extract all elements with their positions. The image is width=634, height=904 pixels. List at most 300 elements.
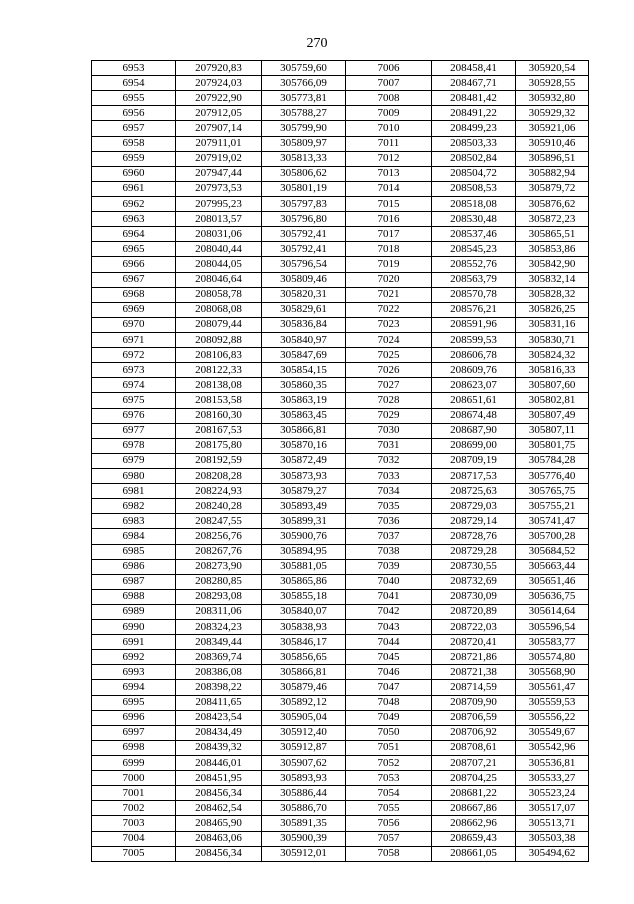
x-coordinate-cell: 208609,76 — [432, 363, 516, 378]
table-row — [92, 846, 589, 861]
point-number-cell: 6988 — [92, 589, 176, 604]
point-number-cell: 7007 — [346, 76, 432, 91]
y-coordinate-cell: 305802,81 — [516, 393, 589, 408]
point-number-cell: 7047 — [346, 680, 432, 695]
x-coordinate-cell: 208722,03 — [432, 620, 516, 635]
table-row — [92, 181, 589, 196]
point-number-cell: 7002 — [92, 801, 176, 816]
point-number-cell: 6975 — [92, 393, 176, 408]
x-coordinate-cell: 207922,90 — [176, 91, 262, 106]
x-coordinate-cell: 208439,32 — [176, 740, 262, 755]
point-number-cell: 6976 — [92, 408, 176, 423]
point-number-cell: 6994 — [92, 680, 176, 695]
x-coordinate-cell: 208224,93 — [176, 484, 262, 499]
point-number-cell: 6969 — [92, 302, 176, 317]
x-coordinate-cell: 208079,44 — [176, 317, 262, 332]
point-number-cell: 6987 — [92, 574, 176, 589]
point-number-cell: 7037 — [346, 529, 432, 544]
point-number-cell: 6953 — [92, 61, 176, 76]
point-number-cell: 6970 — [92, 317, 176, 332]
point-number-cell: 6978 — [92, 438, 176, 453]
x-coordinate-cell: 208092,88 — [176, 332, 262, 347]
x-coordinate-cell: 208040,44 — [176, 242, 262, 257]
y-coordinate-cell: 305809,97 — [262, 136, 346, 151]
point-number-cell: 7025 — [346, 348, 432, 363]
y-coordinate-cell: 305755,21 — [516, 499, 589, 514]
x-coordinate-cell: 207924,03 — [176, 76, 262, 91]
x-coordinate-cell: 208247,55 — [176, 514, 262, 529]
y-coordinate-cell: 305900,76 — [262, 529, 346, 544]
y-coordinate-cell: 305651,46 — [516, 574, 589, 589]
y-coordinate-cell: 305807,11 — [516, 423, 589, 438]
point-number-cell: 6961 — [92, 181, 176, 196]
table-row — [92, 272, 589, 287]
point-number-cell: 7056 — [346, 816, 432, 831]
x-coordinate-cell: 208465,90 — [176, 816, 262, 831]
x-coordinate-cell: 208508,53 — [432, 181, 516, 196]
y-coordinate-cell: 305614,64 — [516, 604, 589, 619]
y-coordinate-cell: 305866,81 — [262, 423, 346, 438]
y-coordinate-cell: 305561,47 — [516, 680, 589, 695]
point-number-cell: 7034 — [346, 484, 432, 499]
point-number-cell: 6986 — [92, 559, 176, 574]
x-coordinate-cell: 208386,08 — [176, 665, 262, 680]
x-coordinate-cell: 208153,58 — [176, 393, 262, 408]
x-coordinate-cell: 208530,48 — [432, 212, 516, 227]
y-coordinate-cell: 305542,96 — [516, 740, 589, 755]
y-coordinate-cell: 305636,75 — [516, 589, 589, 604]
point-number-cell: 6964 — [92, 227, 176, 242]
x-coordinate-cell: 208467,71 — [432, 76, 516, 91]
point-number-cell: 7003 — [92, 816, 176, 831]
x-coordinate-cell: 208273,90 — [176, 559, 262, 574]
point-number-cell: 7001 — [92, 786, 176, 801]
point-number-cell: 7020 — [346, 272, 432, 287]
x-coordinate-cell: 208706,92 — [432, 725, 516, 740]
y-coordinate-cell: 305574,80 — [516, 650, 589, 665]
x-coordinate-cell: 208729,28 — [432, 544, 516, 559]
point-number-cell: 7030 — [346, 423, 432, 438]
x-coordinate-cell: 208721,38 — [432, 665, 516, 680]
coordinates-table — [91, 60, 589, 862]
point-number-cell: 7039 — [346, 559, 432, 574]
point-number-cell: 7044 — [346, 635, 432, 650]
y-coordinate-cell: 305879,72 — [516, 181, 589, 196]
y-coordinate-cell: 305806,62 — [262, 166, 346, 181]
y-coordinate-cell: 305842,90 — [516, 257, 589, 272]
table-row — [92, 695, 589, 710]
x-coordinate-cell: 208160,30 — [176, 408, 262, 423]
x-coordinate-cell: 208721,86 — [432, 650, 516, 665]
y-coordinate-cell: 305831,16 — [516, 317, 589, 332]
point-number-cell: 6997 — [92, 725, 176, 740]
y-coordinate-cell: 305583,77 — [516, 635, 589, 650]
table-row — [92, 831, 589, 846]
table-row — [92, 484, 589, 499]
y-coordinate-cell: 305896,51 — [516, 151, 589, 166]
point-number-cell: 7004 — [92, 831, 176, 846]
x-coordinate-cell: 207995,23 — [176, 196, 262, 211]
table-row — [92, 393, 589, 408]
point-number-cell: 7052 — [346, 756, 432, 771]
point-number-cell: 7016 — [346, 212, 432, 227]
y-coordinate-cell: 305826,25 — [516, 302, 589, 317]
point-number-cell: 7043 — [346, 620, 432, 635]
y-coordinate-cell: 305892,12 — [262, 695, 346, 710]
x-coordinate-cell: 207919,02 — [176, 151, 262, 166]
table-row — [92, 710, 589, 725]
table-row — [92, 529, 589, 544]
y-coordinate-cell: 305855,18 — [262, 589, 346, 604]
table-row — [92, 816, 589, 831]
point-number-cell: 7022 — [346, 302, 432, 317]
point-number-cell: 6972 — [92, 348, 176, 363]
y-coordinate-cell: 305523,24 — [516, 786, 589, 801]
point-number-cell: 6977 — [92, 423, 176, 438]
y-coordinate-cell: 305796,80 — [262, 212, 346, 227]
x-coordinate-cell: 208699,00 — [432, 438, 516, 453]
point-number-cell: 7018 — [346, 242, 432, 257]
x-coordinate-cell: 208570,78 — [432, 287, 516, 302]
x-coordinate-cell: 208058,78 — [176, 287, 262, 302]
point-number-cell: 7028 — [346, 393, 432, 408]
x-coordinate-cell: 208044,05 — [176, 257, 262, 272]
x-coordinate-cell: 208458,41 — [432, 61, 516, 76]
y-coordinate-cell: 305568,90 — [516, 665, 589, 680]
y-coordinate-cell: 305912,87 — [262, 740, 346, 755]
x-coordinate-cell: 207947,44 — [176, 166, 262, 181]
x-coordinate-cell: 208729,03 — [432, 499, 516, 514]
y-coordinate-cell: 305773,81 — [262, 91, 346, 106]
y-coordinate-cell: 305792,41 — [262, 227, 346, 242]
y-coordinate-cell: 305536,81 — [516, 756, 589, 771]
table-row — [92, 453, 589, 468]
table-row — [92, 363, 589, 378]
y-coordinate-cell: 305872,23 — [516, 212, 589, 227]
x-coordinate-cell: 208481,42 — [432, 91, 516, 106]
x-coordinate-cell: 208706,59 — [432, 710, 516, 725]
x-coordinate-cell: 208576,21 — [432, 302, 516, 317]
y-coordinate-cell: 305820,31 — [262, 287, 346, 302]
y-coordinate-cell: 305517,07 — [516, 801, 589, 816]
point-number-cell: 7031 — [346, 438, 432, 453]
y-coordinate-cell: 305807,60 — [516, 378, 589, 393]
y-coordinate-cell: 305853,86 — [516, 242, 589, 257]
x-coordinate-cell: 208175,80 — [176, 438, 262, 453]
x-coordinate-cell: 208661,05 — [432, 846, 516, 861]
y-coordinate-cell: 305891,35 — [262, 816, 346, 831]
x-coordinate-cell: 208122,33 — [176, 363, 262, 378]
y-coordinate-cell: 305910,46 — [516, 136, 589, 151]
y-coordinate-cell: 305900,39 — [262, 831, 346, 846]
point-number-cell: 7027 — [346, 378, 432, 393]
x-coordinate-cell: 208687,90 — [432, 423, 516, 438]
x-coordinate-cell: 208714,59 — [432, 680, 516, 695]
y-coordinate-cell: 305840,97 — [262, 332, 346, 347]
table-row — [92, 423, 589, 438]
point-number-cell: 7046 — [346, 665, 432, 680]
x-coordinate-cell: 208267,76 — [176, 544, 262, 559]
y-coordinate-cell: 305856,65 — [262, 650, 346, 665]
table-row — [92, 544, 589, 559]
y-coordinate-cell: 305912,01 — [262, 846, 346, 861]
y-coordinate-cell: 305797,83 — [262, 196, 346, 211]
table-row — [92, 771, 589, 786]
point-number-cell: 6985 — [92, 544, 176, 559]
x-coordinate-cell: 208704,25 — [432, 771, 516, 786]
point-number-cell: 7040 — [346, 574, 432, 589]
x-coordinate-cell: 208717,53 — [432, 468, 516, 483]
x-coordinate-cell: 208667,86 — [432, 801, 516, 816]
point-number-cell: 6984 — [92, 529, 176, 544]
y-coordinate-cell: 305836,84 — [262, 317, 346, 332]
point-number-cell: 7011 — [346, 136, 432, 151]
table-row — [92, 604, 589, 619]
y-coordinate-cell: 305872,49 — [262, 453, 346, 468]
point-number-cell: 7058 — [346, 846, 432, 861]
point-number-cell: 6989 — [92, 604, 176, 619]
x-coordinate-cell: 208707,21 — [432, 756, 516, 771]
table-row — [92, 756, 589, 771]
x-coordinate-cell: 208138,08 — [176, 378, 262, 393]
point-number-cell: 7006 — [346, 61, 432, 76]
point-number-cell: 7010 — [346, 121, 432, 136]
page-number: 270 — [306, 36, 328, 51]
point-number-cell: 7005 — [92, 846, 176, 861]
table-row — [92, 121, 589, 136]
table-row — [92, 574, 589, 589]
table-row — [92, 438, 589, 453]
x-coordinate-cell: 208423,54 — [176, 710, 262, 725]
x-coordinate-cell: 208599,53 — [432, 332, 516, 347]
x-coordinate-cell: 208720,89 — [432, 604, 516, 619]
x-coordinate-cell: 208491,22 — [432, 106, 516, 121]
x-coordinate-cell: 208208,28 — [176, 468, 262, 483]
y-coordinate-cell: 305920,54 — [516, 61, 589, 76]
y-coordinate-cell: 305905,04 — [262, 710, 346, 725]
table-row — [92, 76, 589, 91]
table-row — [92, 408, 589, 423]
x-coordinate-cell: 208623,07 — [432, 378, 516, 393]
point-number-cell: 6992 — [92, 650, 176, 665]
point-number-cell: 7023 — [346, 317, 432, 332]
y-coordinate-cell: 305801,19 — [262, 181, 346, 196]
x-coordinate-cell: 208729,14 — [432, 514, 516, 529]
point-number-cell: 7012 — [346, 151, 432, 166]
y-coordinate-cell: 305549,67 — [516, 725, 589, 740]
y-coordinate-cell: 305784,28 — [516, 453, 589, 468]
y-coordinate-cell: 305899,31 — [262, 514, 346, 529]
point-number-cell: 7049 — [346, 710, 432, 725]
x-coordinate-cell: 208674,48 — [432, 408, 516, 423]
point-number-cell: 6995 — [92, 695, 176, 710]
y-coordinate-cell: 305596,54 — [516, 620, 589, 635]
point-number-cell: 7042 — [346, 604, 432, 619]
point-number-cell: 6966 — [92, 257, 176, 272]
x-coordinate-cell: 208545,23 — [432, 242, 516, 257]
x-coordinate-cell: 207912,05 — [176, 106, 262, 121]
x-coordinate-cell: 208591,96 — [432, 317, 516, 332]
x-coordinate-cell: 208503,33 — [432, 136, 516, 151]
y-coordinate-cell: 305893,93 — [262, 771, 346, 786]
x-coordinate-cell: 208369,74 — [176, 650, 262, 665]
y-coordinate-cell: 305882,94 — [516, 166, 589, 181]
x-coordinate-cell: 208537,46 — [432, 227, 516, 242]
y-coordinate-cell: 305494,62 — [516, 846, 589, 861]
point-number-cell: 7029 — [346, 408, 432, 423]
point-number-cell: 7036 — [346, 514, 432, 529]
point-number-cell: 6963 — [92, 212, 176, 227]
x-coordinate-cell: 208031,06 — [176, 227, 262, 242]
x-coordinate-cell: 208502,84 — [432, 151, 516, 166]
y-coordinate-cell: 305866,81 — [262, 665, 346, 680]
x-coordinate-cell: 208106,83 — [176, 348, 262, 363]
x-coordinate-cell: 208256,76 — [176, 529, 262, 544]
y-coordinate-cell: 305863,19 — [262, 393, 346, 408]
y-coordinate-cell: 305503,38 — [516, 831, 589, 846]
y-coordinate-cell: 305813,33 — [262, 151, 346, 166]
x-coordinate-cell: 207911,01 — [176, 136, 262, 151]
y-coordinate-cell: 305860,35 — [262, 378, 346, 393]
coordinates-table-body — [92, 61, 589, 862]
table-row — [92, 136, 589, 151]
y-coordinate-cell: 305907,62 — [262, 756, 346, 771]
table-row — [92, 680, 589, 695]
point-number-cell: 7021 — [346, 287, 432, 302]
point-number-cell: 7051 — [346, 740, 432, 755]
x-coordinate-cell: 208709,19 — [432, 453, 516, 468]
y-coordinate-cell: 305830,71 — [516, 332, 589, 347]
table-row — [92, 650, 589, 665]
point-number-cell: 6983 — [92, 514, 176, 529]
point-number-cell: 6998 — [92, 740, 176, 755]
x-coordinate-cell: 208192,59 — [176, 453, 262, 468]
x-coordinate-cell: 208311,06 — [176, 604, 262, 619]
x-coordinate-cell: 208708,61 — [432, 740, 516, 755]
table-row — [92, 635, 589, 650]
y-coordinate-cell: 305796,54 — [262, 257, 346, 272]
x-coordinate-cell: 208552,76 — [432, 257, 516, 272]
y-coordinate-cell: 305824,32 — [516, 348, 589, 363]
y-coordinate-cell: 305533,27 — [516, 771, 589, 786]
y-coordinate-cell: 305741,47 — [516, 514, 589, 529]
point-number-cell: 6955 — [92, 91, 176, 106]
y-coordinate-cell: 305801,75 — [516, 438, 589, 453]
x-coordinate-cell: 208499,23 — [432, 121, 516, 136]
x-coordinate-cell: 208324,23 — [176, 620, 262, 635]
table-row — [92, 257, 589, 272]
table-row — [92, 348, 589, 363]
point-number-cell: 7055 — [346, 801, 432, 816]
point-number-cell: 6999 — [92, 756, 176, 771]
y-coordinate-cell: 305863,45 — [262, 408, 346, 423]
point-number-cell: 7054 — [346, 786, 432, 801]
point-number-cell: 6996 — [92, 710, 176, 725]
y-coordinate-cell: 305828,32 — [516, 287, 589, 302]
table-row — [92, 589, 589, 604]
table-row — [92, 499, 589, 514]
x-coordinate-cell: 208456,34 — [176, 846, 262, 861]
point-number-cell: 7017 — [346, 227, 432, 242]
y-coordinate-cell: 305886,44 — [262, 786, 346, 801]
point-number-cell: 6982 — [92, 499, 176, 514]
x-coordinate-cell: 208240,28 — [176, 499, 262, 514]
x-coordinate-cell: 208662,96 — [432, 816, 516, 831]
point-number-cell: 7050 — [346, 725, 432, 740]
y-coordinate-cell: 305559,53 — [516, 695, 589, 710]
point-number-cell: 6979 — [92, 453, 176, 468]
y-coordinate-cell: 305870,16 — [262, 438, 346, 453]
y-coordinate-cell: 305928,55 — [516, 76, 589, 91]
point-number-cell: 6980 — [92, 468, 176, 483]
table-row — [92, 559, 589, 574]
table-row — [92, 378, 589, 393]
x-coordinate-cell: 208725,63 — [432, 484, 516, 499]
y-coordinate-cell: 305765,75 — [516, 484, 589, 499]
y-coordinate-cell: 305809,46 — [262, 272, 346, 287]
x-coordinate-cell: 208451,95 — [176, 771, 262, 786]
y-coordinate-cell: 305865,86 — [262, 574, 346, 589]
x-coordinate-cell: 208463,06 — [176, 831, 262, 846]
x-coordinate-cell: 208167,53 — [176, 423, 262, 438]
point-number-cell: 6971 — [92, 332, 176, 347]
point-number-cell: 7041 — [346, 589, 432, 604]
x-coordinate-cell: 208446,01 — [176, 756, 262, 771]
point-number-cell: 6958 — [92, 136, 176, 151]
point-number-cell: 6974 — [92, 378, 176, 393]
table-row — [92, 620, 589, 635]
point-number-cell: 6962 — [92, 196, 176, 211]
point-number-cell: 6993 — [92, 665, 176, 680]
point-number-cell: 7015 — [346, 196, 432, 211]
point-number-cell: 6965 — [92, 242, 176, 257]
point-number-cell: 7045 — [346, 650, 432, 665]
y-coordinate-cell: 305912,40 — [262, 725, 346, 740]
y-coordinate-cell: 305879,27 — [262, 484, 346, 499]
point-number-cell: 7033 — [346, 468, 432, 483]
table-row — [92, 151, 589, 166]
point-number-cell: 7013 — [346, 166, 432, 181]
table-row — [92, 287, 589, 302]
y-coordinate-cell: 305854,15 — [262, 363, 346, 378]
y-coordinate-cell: 305929,32 — [516, 106, 589, 121]
x-coordinate-cell: 208462,54 — [176, 801, 262, 816]
table-row — [92, 212, 589, 227]
y-coordinate-cell: 305886,70 — [262, 801, 346, 816]
x-coordinate-cell: 207973,53 — [176, 181, 262, 196]
x-coordinate-cell: 208068,08 — [176, 302, 262, 317]
table-row — [92, 91, 589, 106]
x-coordinate-cell: 208293,08 — [176, 589, 262, 604]
y-coordinate-cell: 305766,09 — [262, 76, 346, 91]
x-coordinate-cell: 208434,49 — [176, 725, 262, 740]
y-coordinate-cell: 305873,93 — [262, 468, 346, 483]
y-coordinate-cell: 305513,71 — [516, 816, 589, 831]
point-number-cell: 7057 — [346, 831, 432, 846]
y-coordinate-cell: 305932,80 — [516, 91, 589, 106]
y-coordinate-cell: 305879,46 — [262, 680, 346, 695]
table-row — [92, 196, 589, 211]
table-row — [92, 227, 589, 242]
y-coordinate-cell: 305881,05 — [262, 559, 346, 574]
y-coordinate-cell: 305776,40 — [516, 468, 589, 483]
table-row — [92, 166, 589, 181]
y-coordinate-cell: 305865,51 — [516, 227, 589, 242]
x-coordinate-cell: 208398,22 — [176, 680, 262, 695]
point-number-cell: 7048 — [346, 695, 432, 710]
x-coordinate-cell: 208349,44 — [176, 635, 262, 650]
x-coordinate-cell: 208046,64 — [176, 272, 262, 287]
